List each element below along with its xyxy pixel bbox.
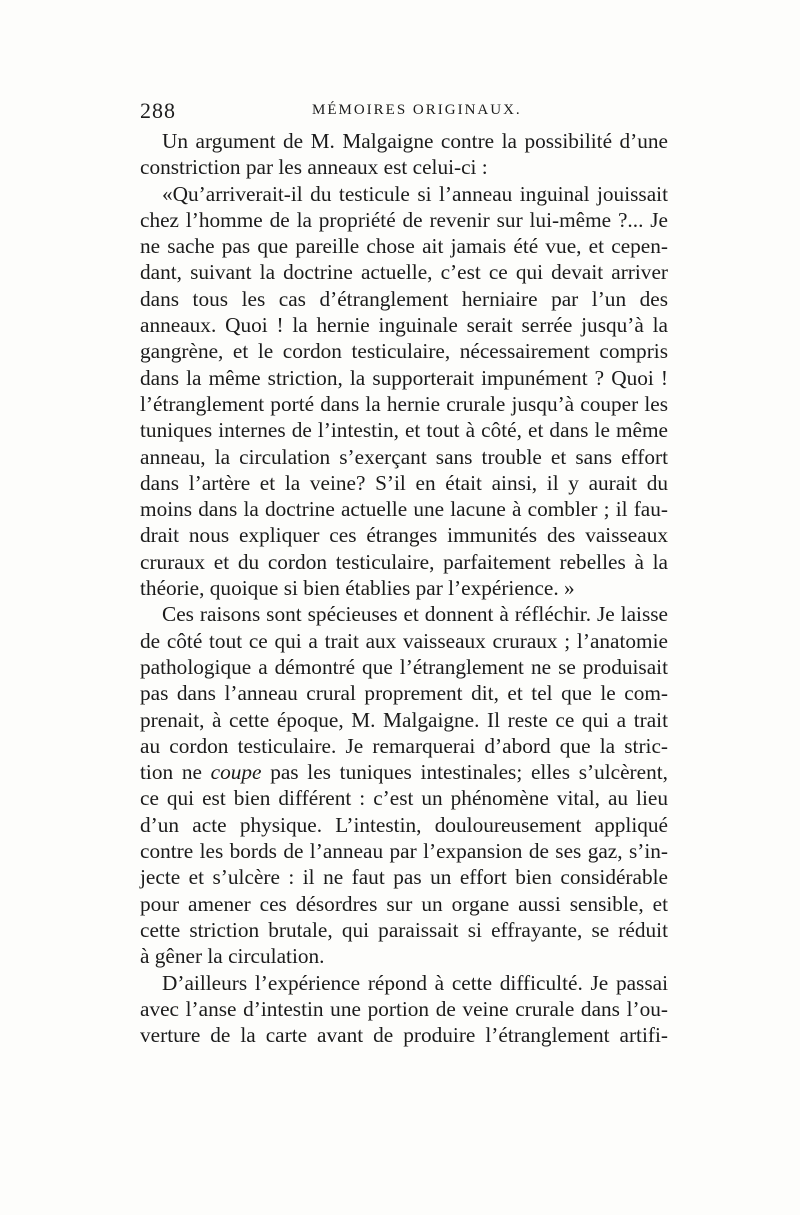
text-line: d’un acte physique. L’intestin, douloureusement appliqué (140, 812, 668, 837)
text-line: anneau, la circulation s’exerçant sans trouble et sans effort (140, 444, 668, 469)
text-line: à gêner la circulation. (140, 944, 325, 969)
text-line: tuniques internes de l’intestin, et tout à côté, et dans le même (140, 418, 668, 443)
text-line: D’ailleurs l’expérience répond à cette difficulté. Je passai (162, 970, 668, 995)
page-number: 288 (140, 98, 176, 123)
text-line: au cordon testiculaire. Je remarquerai d’abord que la stric- (140, 733, 668, 758)
text-line: Ces raisons sont spécieuses et donnent à réfléchir. Je laisse (162, 602, 668, 627)
text-line: cruraux et du cordon testiculaire, parfaitement rebelles à la (140, 549, 668, 574)
text-line: dans l’artère et la veine? S’il en était ainsi, il y aurait du (140, 470, 668, 495)
text-line: drait nous expliquer ces étranges immunités des vaisseaux (140, 523, 668, 548)
text-line: dans tous les cas d’étranglement herniaire par l’un des (140, 286, 668, 311)
text-line: ne sache pas que pareille chose ait jamais été vue, et cepen- (140, 234, 668, 259)
text-line: pathologique a démontré que l’étranglement ne se produisait (140, 654, 668, 679)
body-text (140, 128, 668, 1048)
line-text-post: pas les tuniques intestinales; elles s’ulcèrent, (261, 760, 668, 785)
text-line: de côté tout ce qui a trait aux vaisseaux cruraux ; l’anatomie (140, 628, 668, 653)
page-header (140, 98, 668, 128)
text-line: jecte et s’ulcère : il ne faut pas un effort bien considérable (140, 865, 668, 890)
text-line: anneaux. Quoi ! la hernie inguinale serait serrée jusqu’à la (140, 313, 668, 338)
text-line: «Qu’arriverait-il du testicule si l’anneau inguinal jouissait (162, 181, 668, 206)
text-line: avec l’anse d’intestin une portion de veine crurale dans l’ou- (140, 996, 668, 1021)
running-title: MÉMOIRES ORIGINAUX. (312, 102, 522, 118)
text-line: théorie, quoique si bien établies par l’expérience. » (140, 576, 575, 601)
text-line: pas dans l’anneau crural proprement dit, et tel que le com- (140, 681, 668, 706)
text-line: moins dans la doctrine actuelle une lacune à combler ; il fau- (140, 497, 668, 522)
text-line: prenait, à cette époque, M. Malgaigne. Il reste ce qui a trait (140, 707, 668, 732)
text-line: cette striction brutale, qui paraissait si effrayante, se réduit (140, 917, 668, 942)
text-line: contre les bords de l’anneau par l’expansion de ses gaz, s’in- (140, 839, 668, 864)
text-line: Un argument de M. Malgaigne contre la possibilité d’une (162, 129, 668, 153)
text-line: constriction par les anneaux est celui-ci : (140, 155, 488, 180)
text-line: l’étranglement porté dans la hernie crurale jusqu’à couper les (140, 391, 668, 416)
text-line: ce qui est bien différent : c’est un phénomène vital, au lieu (140, 786, 668, 811)
italic-word: coupe (210, 760, 262, 785)
text-line: gangrène, et le cordon testiculaire, nécessairement compris (140, 339, 668, 364)
line-text-pre: tion ne (140, 760, 211, 785)
text-line: dans la même striction, la supporterait impunément ? Quoi ! (140, 365, 668, 390)
text-line (140, 759, 668, 785)
text-line: chez l’homme de la propriété de revenir sur lui-même ?... Je (140, 207, 668, 232)
text-line: pour amener ces désordres sur un organe aussi sensible, et (140, 891, 668, 916)
text-line: dant, suivant la doctrine actuelle, c’est ce qui devait arriver (140, 260, 668, 285)
text-line: verture de la carte avant de produire l’étranglement artifi- (140, 1023, 668, 1048)
